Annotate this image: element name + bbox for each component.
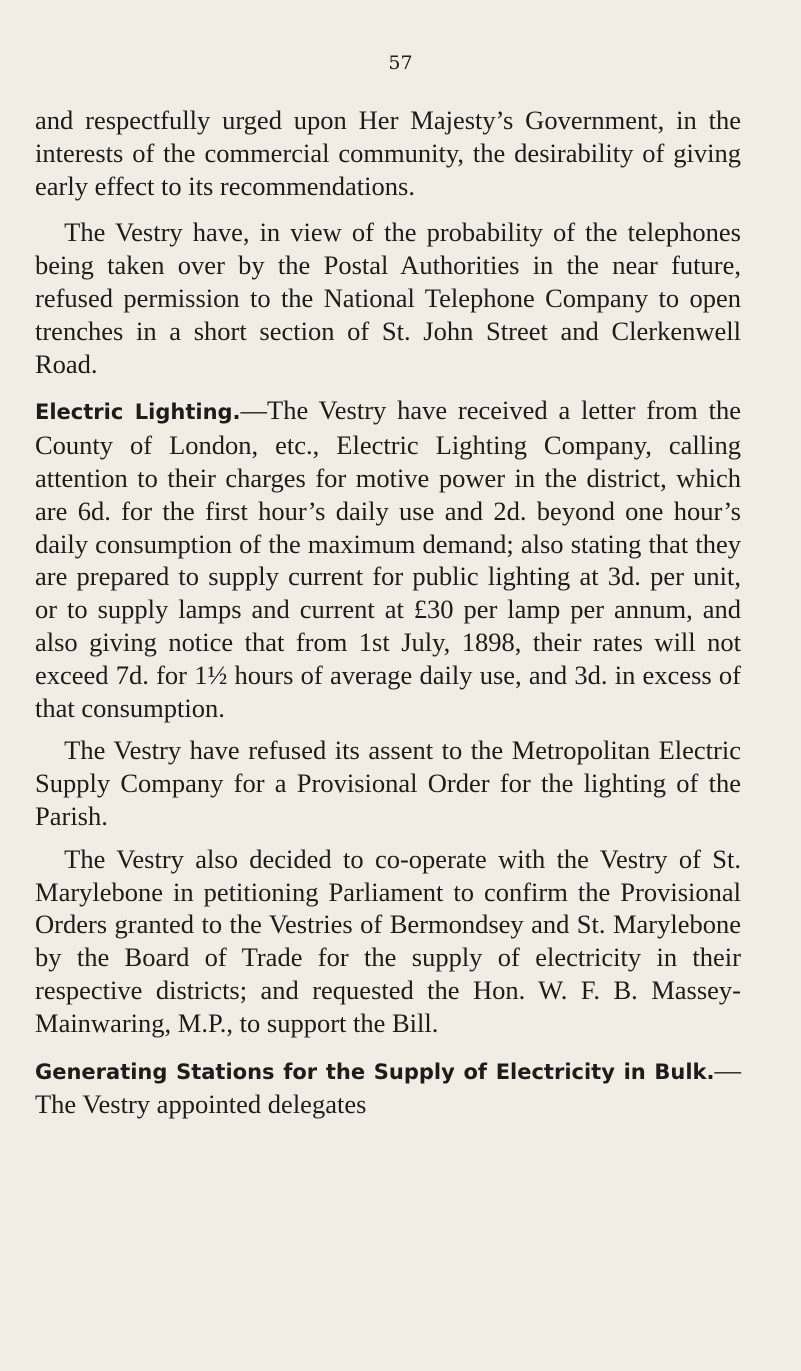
paragraph-marylebone — [35, 843, 741, 1040]
paragraph-text: —The Vestry have received a letter from the County of London, etc., Electric Lighting Company, calling attention to their charges for motive power in the district, which are 6d. for the first hour’s daily use and 2d. beyond one hour’s daily consumption of the maximum demand; also stating that they are prepared to supply current for public lighting at 3d. per unit, or to supply lamps and current at £30 per lamp per annum, and also giving notice that from 1st July, 1898, their rates will not exceed 7d. for 1½ hours of average daily use, and 3d. in excess of that consumption. — [35, 395, 741, 723]
paragraph-text: and respectfully urged upon Her Majesty’s Government, in the interests of the commercial community, the desirability of giving early effect to its recommendations. — [35, 105, 741, 201]
paragraph-continuation — [35, 104, 741, 202]
page-number: 57 — [388, 52, 413, 74]
paragraph-metropolitan-supply — [35, 734, 741, 832]
paragraph-text: The Vestry also decided to co-operate with the Vestry of St. Marylebone in petitioning Parliament to confirm the Provisional Orders granted to the Vestries of Bermondsey and St. Marylebone by the Board of Trade for the supply of electricity in their respective districts; and requested the Hon. W. F. B. Massey-Mainwaring, M.P., to support the Bill. — [35, 843, 741, 1038]
paragraph-electric-lighting — [35, 394, 741, 724]
paragraph-telephones — [35, 216, 741, 380]
page-body — [35, 104, 741, 1121]
paragraph-text: The Vestry have, in view of the probability of the telephones being taken over by the Postal Authorities in the near future, refused permission to the National Telephone Company to open trenches in a short section of St. John Street and Clerkenwell Road. — [35, 217, 741, 379]
section-heading: Electric Lighting. — [35, 400, 241, 425]
section-heading: Generating Stations for the Supply of Electricity in Bulk. — [35, 1059, 715, 1084]
paragraph-text: The Vestry have refused its assent to the Metropolitan Electric Supply Company for a Provisional Order for the lighting of the Parish. — [35, 735, 741, 831]
paragraph-text: —The Vestry appointed delegates — [35, 1054, 741, 1120]
paragraph-generating-stations — [35, 1054, 741, 1122]
